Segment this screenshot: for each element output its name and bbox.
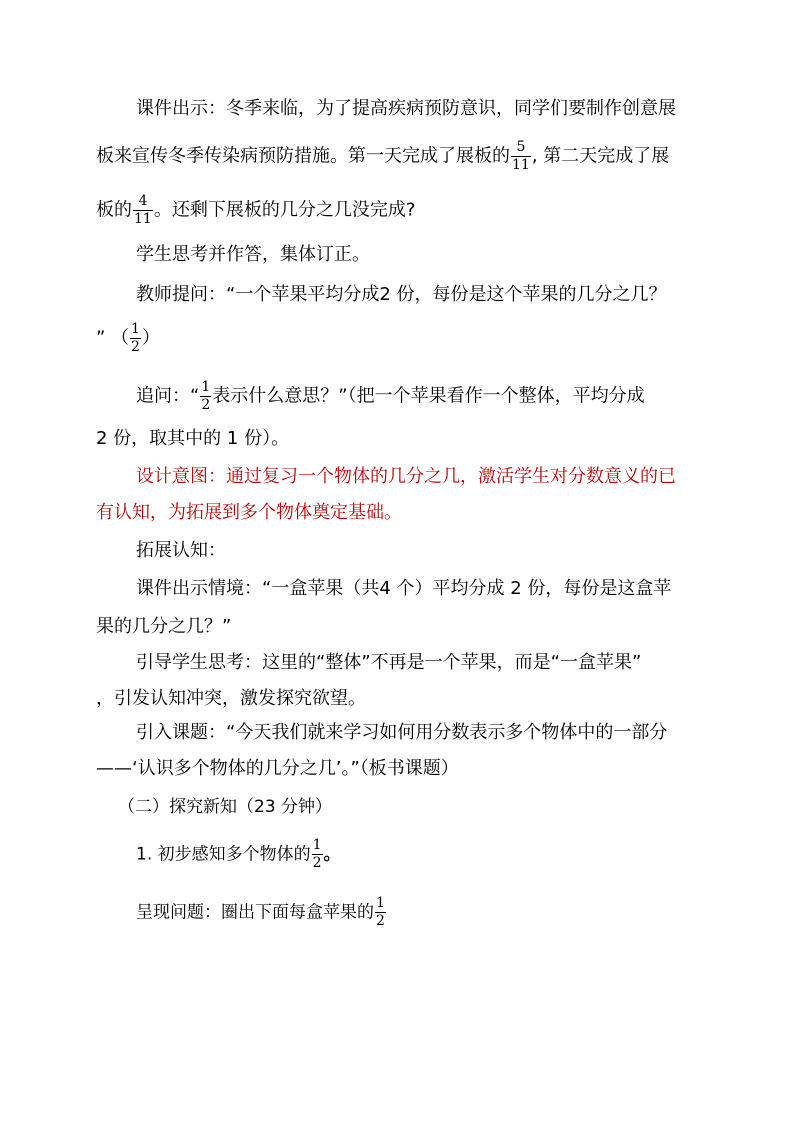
paragraph-design-intent-cont [96,502,706,524]
fraction-numerator: 1 [131,321,140,337]
fraction-denominator: 2 [131,339,140,355]
text-line: 2 份，取其中的 1 份）。 [96,428,290,449]
fraction-numerator: 1 [376,895,385,911]
paragraph-remaining-question [96,194,706,227]
text-line: ——‘认识多个物体的几分之几’。”（板书课题） [96,758,459,779]
text-line: 学生思考并作答，集体订正。 [136,244,370,265]
paragraph-teacher-question [136,284,746,306]
heading-expand-cognition [136,540,746,562]
fraction-denominator: 11 [512,157,530,173]
subheading-perceive-half [136,838,746,871]
paragraph-courseware-winter-cont [96,140,706,173]
fraction-one-half [200,380,211,413]
fraction-denominator: 2 [376,913,385,929]
text-line: 果的几分之几？” [96,616,232,637]
paragraph-courseware-winter [136,98,746,120]
text-line: 板来宣传冬季传染病预防措施。第一天完成了展板的 [96,145,510,167]
text-line: ” （ [96,327,130,349]
fraction-four-elevenths [133,194,153,227]
text-line: 教师提问：“一个苹果平均分成2 份，每份是这个苹果的几分之几？ [136,284,667,305]
text-line: ） [141,327,160,349]
fraction-one-half [375,896,386,929]
paragraph-introduce-topic-cont [96,758,706,780]
fraction-five-elevenths [511,140,531,173]
fraction-numerator: 4 [138,193,148,209]
paragraph-courseware-scenario-cont [96,616,706,638]
paragraph-follow-up-cont [96,428,706,450]
paragraph-design-intent [136,466,746,488]
paragraph-present-problem [136,896,746,929]
paragraph-students-answer [136,244,746,266]
text-line: 板的 [96,199,132,221]
text-line: 有认知，为拓展到多个物体奠定基础。 [96,502,402,523]
paragraph-follow-up-question [136,380,746,413]
text-line: 。 [323,844,341,865]
text-line: 表示什么意思？”（把一个苹果看作一个整体，平均分成 [212,385,645,407]
fraction-denominator: 11 [134,211,152,227]
paragraph-introduce-topic [136,722,746,744]
fraction-one-half [130,322,141,355]
text-line: ，引发认知冲突，激发探究欲望。 [96,688,366,709]
text-line: 1. 初步感知多个物体的 [136,844,311,865]
text-line: 拓展认知： [136,540,226,561]
text-line: 。还剩下展板的几分之几没完成? [153,199,416,221]
text-line: （二）探究新知（23 分钟） [118,797,333,817]
fraction-numerator: 5 [516,139,526,155]
paragraph-guide-thinking-cont [96,688,706,710]
section-heading-explore [118,796,728,818]
fraction-denominator: 2 [312,855,322,871]
paragraph-courseware-scenario [136,578,746,600]
text-line: 设计意图：通过复习一个物体的几分之几，激活学生对分数意义的已 [136,466,676,487]
paragraph-teacher-question-answer [96,322,706,355]
text-line: 课件出示情境：“一盒苹果（共4 个）平均分成 2 份，每份是这盒苹 [136,578,672,599]
fraction-numerator: 1 [201,379,211,395]
text-line: 引入课题：“今天我们就来学习如何用分数表示多个物体中的一部分 [136,722,668,743]
fraction-numerator: 1 [312,837,322,853]
text-line: 追问：“ [136,385,200,407]
text-line: , 第二天完成了展 [531,145,670,167]
text-line: 引导学生思考：这里的“整体”不再是一个苹果，而是“一盒苹果” [136,652,642,673]
fraction-denominator: 2 [201,397,211,413]
paragraph-guide-thinking [136,652,746,674]
fraction-one-half [312,838,323,871]
text-line: 课件出示：冬季来临，为了提高疾病预防意识，同学们要制作创意展 [136,98,676,119]
text-line: 呈现问题：圈出下面每盒苹果的 [136,902,374,923]
